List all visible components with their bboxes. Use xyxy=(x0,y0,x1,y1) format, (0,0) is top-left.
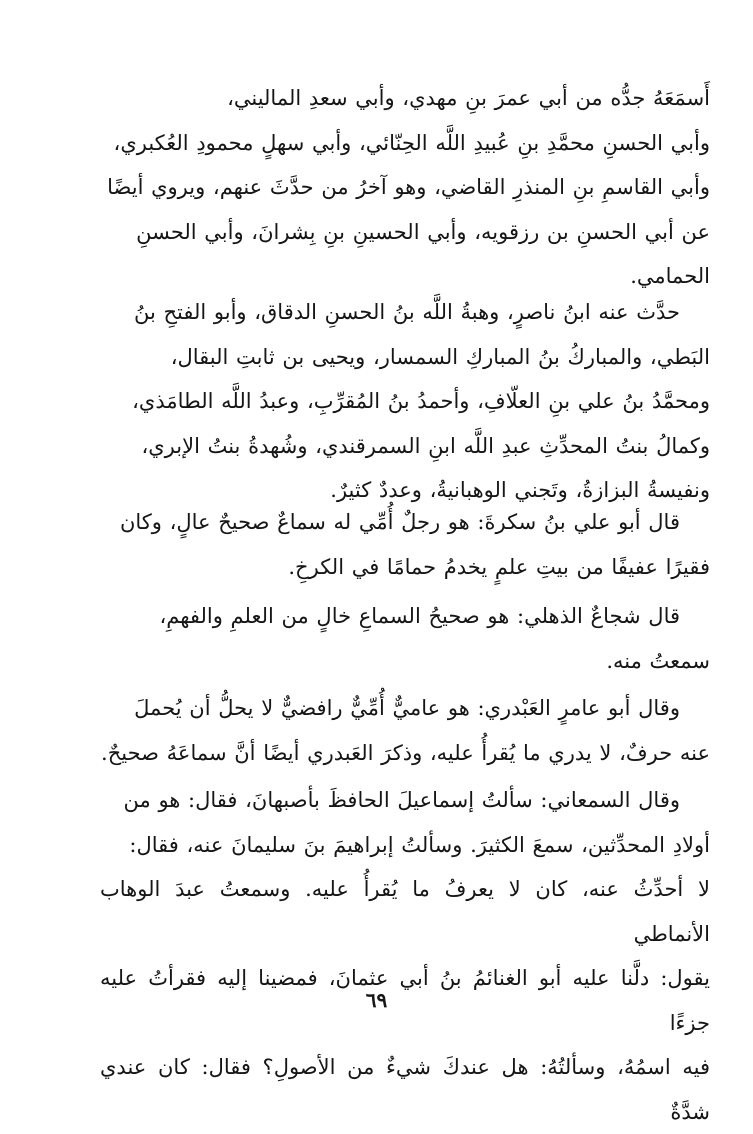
paragraph-line: وأبي الحسنِ محمَّدِ بنِ عُبيدِ اللَّه الحِنّائي، وأبي سهلٍ محمودِ العُكبري، xyxy=(113,130,710,155)
paragraph-line: سمعتُ منه. xyxy=(606,648,710,673)
paragraph-line: لا أحدِّثُ عنه، كان لا يعرفُ ما يُقرأُ عليه. وسمعتُ عبدَ الوهاب الأنماطي xyxy=(100,877,710,946)
paragraph-2 xyxy=(100,290,710,513)
paragraph-line: عن أبي الحسنِ بن رزقويه، وأبي الحسينِ بنِ بِشرانَ، وأبي الحسنِ xyxy=(136,219,710,244)
paragraph-line: أَسمَعَهُ جدُّه من أبي عمرَ بنِ مهدي، وأبي سعدِ الماليني، xyxy=(227,86,710,110)
paragraph-line: قال أبو علي بنُ سكرةَ: هو رجلٌ أُمِّي له سماعٌ صحيحٌ عالٍ، وكان xyxy=(119,510,680,534)
paragraph-1 xyxy=(100,76,710,299)
paragraph-line: فيه اسمُهُ، وسألتُهُ: هل عندكَ شيءٌ من الأصولِ؟ فقال: كان عندي شدَّةٌ xyxy=(100,1055,710,1124)
paragraph-line: ومحمَّدُ بنُ علي بنِ العلّافِ، وأحمدُ بنُ المُقرِّبِ، وعبدُ اللَّه الطامَذي، xyxy=(132,389,710,413)
paragraph-line: ونفيسةُ البزازةُ، وتَجني الوهبانيةُ، وعددٌ كثيرٌ. xyxy=(330,478,710,502)
page-number: ٦٩ xyxy=(365,988,388,1012)
paragraph-line: البَطي، والمباركُ بنُ المباركِ السمسار، ويحيى بن ثابتِ البقال، xyxy=(170,344,710,369)
paragraph-line: عنه حرفٌ، لا يدري ما يُقرأُ عليه، وذكرَ العَبدري أيضًا أنَّ سماعَهُ صحيحٌ. xyxy=(101,740,710,765)
paragraph-line: وقال أبو عامرٍ العَبْدري: هو عاميٌّ أُمِّيٌّ رافضيٌّ لا يحلُّ أن يُحملَ xyxy=(134,696,680,720)
paragraph-line: أولادِ المحدِّثين، سمعَ الكثيرَ. وسألتُ إبراهيمَ بنَ سليمانَ عنه، فقال: xyxy=(129,832,710,857)
paragraph-line: وقال السمعاني: سألتُ إسماعيلَ الحافظَ بأصبهانَ، فقال: هو من xyxy=(123,788,680,812)
paragraph-line: يقول: دلَّنا عليه أبو الغنائمُ بنُ أبي عثمانَ، فمضينا إليه فقرأتُ عليه جزءًا xyxy=(100,966,710,1035)
paragraph-5 xyxy=(100,686,710,775)
paragraph-line: حدَّث عنه ابنُ ناصرٍ، وهبةُ اللَّه بنُ الحسنِ الدقاق، وأبو الفتحِ بنُ xyxy=(133,300,680,324)
paragraph-3 xyxy=(100,500,710,589)
paragraph-line: الحمامي. xyxy=(630,264,710,288)
paragraph-4 xyxy=(100,594,710,683)
paragraph-6 xyxy=(100,778,710,1134)
paragraph-line: وكمالُ بنتُ المحدِّثِ عبدِ اللَّه ابنِ السمرقندي، وشُهدةُ بنتُ الإبري، xyxy=(141,433,710,458)
paragraph-line: وأبي القاسمِ بنِ المنذرِ القاضي، وهو آخرُ من حدَّثَ عنهم، ويروي أيضًا xyxy=(107,175,710,199)
paragraph-line: قال شجاعٌ الذهلي: هو صحيحُ السماعِ خالٍ من العلمِ والفهمِ، xyxy=(159,604,680,628)
paragraph-line: فقيرًا عفيفًا من بيتِ علمٍ يخدمُ حمامًا في الكرخِ. xyxy=(288,554,710,579)
